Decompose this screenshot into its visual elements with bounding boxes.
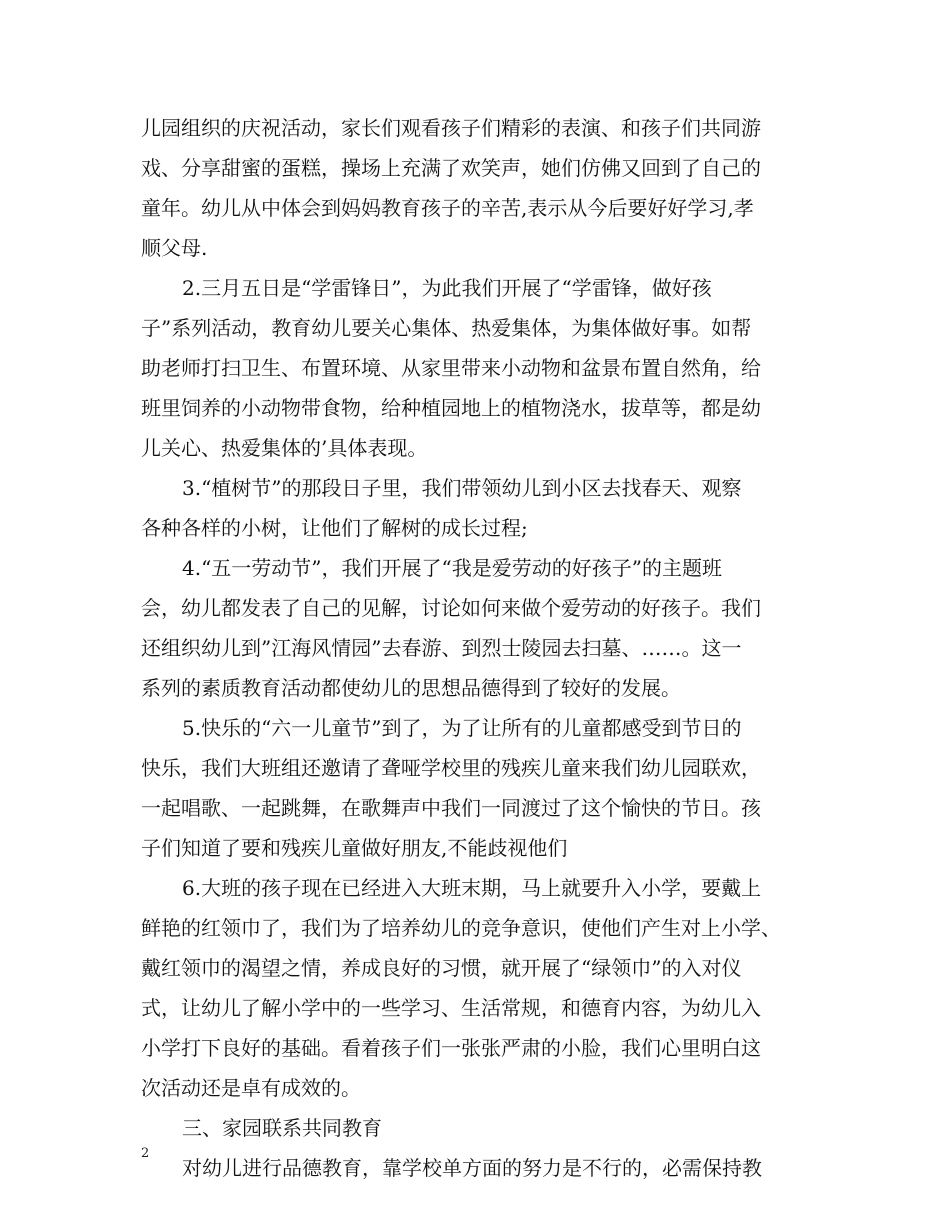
text-line: 顺父母. <box>141 236 208 260</box>
text-line: 三、家园联系共同教育 <box>182 1116 382 1140</box>
body-text <box>141 108 821 1188</box>
text-line: 童年。幼儿从中体会到妈妈教育孩子的辛苦,表示从今后要好好学习,孝 <box>141 196 754 220</box>
text-line: 次活动还是卓有成效的。 <box>141 1076 361 1100</box>
text-line: 子”系列活动，教育幼儿要关心集体、热爱集体，为集体做好事。如帮 <box>141 316 752 340</box>
text-line: 5.快乐的“六一儿童节”到了，为了让所有的儿童都感受到节日的 <box>182 716 742 740</box>
text-line: 6.大班的孩子现在已经进入大班末期，马上就要升入小学，要戴上 <box>182 876 762 900</box>
text-line: 会，幼儿都发表了自己的见解，讨论如何来做个爱劳动的好孩子。我们 <box>141 596 761 620</box>
text-line: 戏、分享甜蜜的蛋糕，操场上充满了欢笑声，她们仿佛又回到了自己的 <box>141 156 761 180</box>
text-line: 一起唱歌、一起跳舞，在歌舞声中我们一同渡过了这个愉快的节日。孩 <box>141 796 761 820</box>
text-line: 4.“五一劳动节”，我们开展了“我是爱劳动的好孩子”的主题班 <box>182 556 722 580</box>
text-line: 助老师打扫卫生、布置环境、从家里带来小动物和盆景布置自然角，给 <box>141 356 761 380</box>
text-line: 班里饲养的小动物带食物，给种植园地上的植物浇水，拔草等，都是幼 <box>141 396 761 420</box>
text-line: 式，让幼儿了解小学中的一些学习、生活常规，和德育内容，为幼儿入 <box>141 996 761 1020</box>
text-line: 快乐，我们大班组还邀请了聋哑学校里的残疾儿童来我们幼儿园联欢， <box>141 756 761 780</box>
text-line: 系列的素质教育活动都使幼儿的思想品德得到了较好的发展。 <box>141 676 681 700</box>
text-line: 儿关心、热爱集体的’具体表现。 <box>141 436 428 460</box>
page-number: 2 <box>141 1146 150 1161</box>
text-line: 还组织幼儿到”江海风情园”去春游、到烈士陵园去扫墓、……。这一 <box>141 636 742 660</box>
text-line: 各种各样的小树，让他们了解树的成长过程; <box>141 516 528 540</box>
text-line: 小学打下良好的基础。看着孩子们一张张严肃的小脸，我们心里明白这 <box>141 1036 761 1060</box>
text-line: 儿园组织的庆祝活动，家长们观看孩子们精彩的表演、和孩子们共同游 <box>141 116 761 140</box>
text-line: 鲜艳的红领巾了，我们为了培养幼儿的竞争意识，使他们产生对上小学、 <box>141 916 781 940</box>
text-line: 2.三月五日是“学雷锋日”，为此我们开展了“学雷锋，做好孩 <box>182 276 712 300</box>
text-line: 对幼儿进行品德教育，靠学校单方面的努力是不行的，必需保持教 <box>182 1156 762 1180</box>
text-line: 子们知道了要和残疾儿童做好朋友,不能歧视他们 <box>141 836 568 860</box>
text-line: 戴红领巾的渴望之情，养成良好的习惯，就开展了“绿领巾”的入对仪 <box>141 956 742 980</box>
text-line: 3.“植树节”的那段日子里，我们带领幼儿到小区去找春天、观察 <box>182 476 742 500</box>
